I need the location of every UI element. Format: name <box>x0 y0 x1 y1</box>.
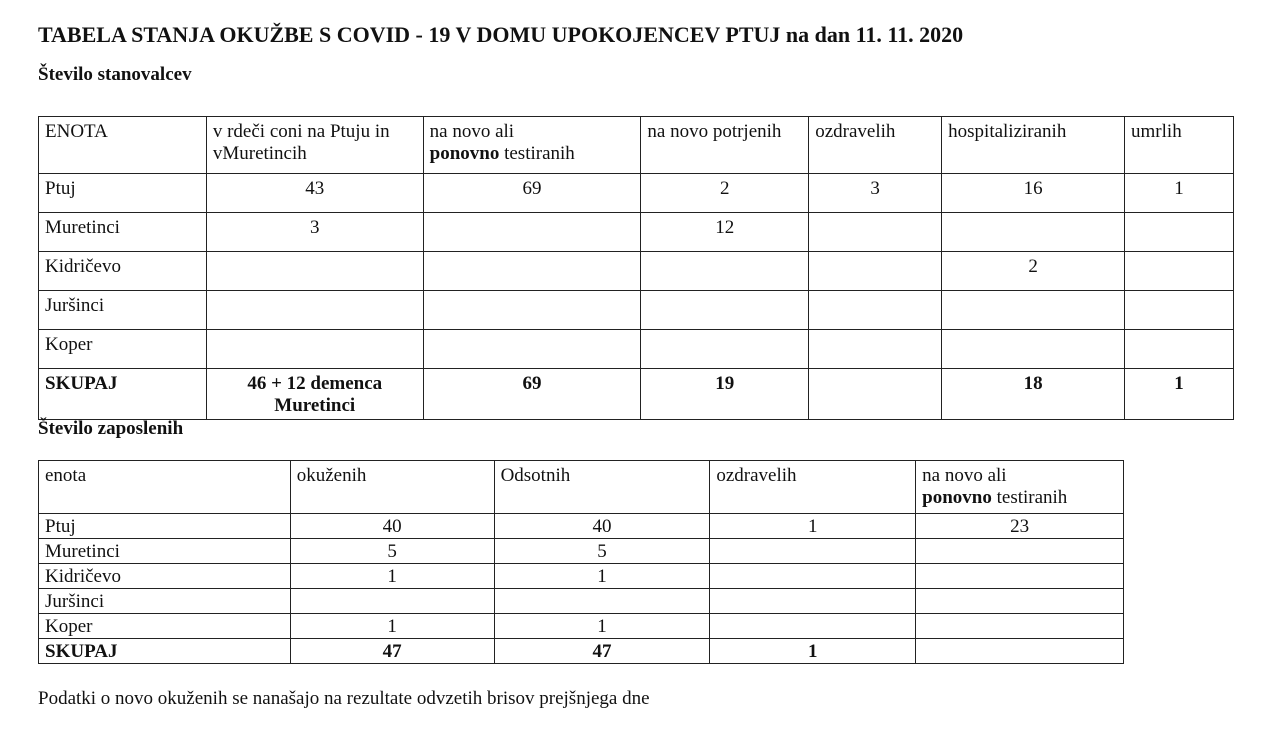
cell-unit: Juršinci <box>39 589 291 614</box>
cell-hospitalized <box>942 213 1125 252</box>
cell-absent: 40 <box>494 514 710 539</box>
cell-hospitalized: 2 <box>942 252 1125 291</box>
header-tested-line1: na novo ali <box>922 465 1007 486</box>
cell-red-zone: 3 <box>206 213 423 252</box>
cell-recovered <box>809 330 942 369</box>
table-row <box>39 330 1234 369</box>
total-red-zone-line1: 46 + 12 demenca <box>247 373 383 394</box>
header-tested-bold: ponovno <box>429 143 500 164</box>
cell-deceased <box>1125 291 1234 330</box>
cell-recovered <box>710 539 916 564</box>
table-header-row <box>39 461 1124 514</box>
residents-heading: Število stanovalcev <box>38 64 192 85</box>
table-row <box>39 213 1234 252</box>
header-hospitalized: hospitaliziranih <box>942 117 1125 174</box>
cell-deceased <box>1125 252 1234 291</box>
header-recovered: ozdravelih <box>710 461 916 514</box>
cell-tested: 23 <box>916 514 1124 539</box>
total-row <box>39 639 1124 664</box>
cell-confirmed <box>641 291 809 330</box>
cell-tested <box>916 564 1124 589</box>
total-tested <box>916 639 1124 664</box>
total-recovered <box>809 369 942 420</box>
header-confirmed: na novo potrjenih <box>641 117 809 174</box>
cell-confirmed: 12 <box>641 213 809 252</box>
table-row <box>39 252 1234 291</box>
cell-deceased <box>1125 213 1234 252</box>
cell-unit: Kidričevo <box>39 564 291 589</box>
table-row <box>39 174 1234 213</box>
cell-red-zone <box>206 291 423 330</box>
table-row <box>39 564 1124 589</box>
cell-red-zone <box>206 252 423 291</box>
cell-confirmed <box>641 252 809 291</box>
header-enota: enota <box>39 461 291 514</box>
cell-unit: Kidričevo <box>39 252 207 291</box>
header-recovered: ozdravelih <box>809 117 942 174</box>
table-row <box>39 514 1124 539</box>
employees-heading: Število zaposlenih <box>38 418 184 439</box>
cell-recovered <box>710 614 916 639</box>
cell-tested <box>916 614 1124 639</box>
cell-infected: 1 <box>290 614 494 639</box>
cell-tested <box>423 213 641 252</box>
header-enota: ENOTA <box>39 117 207 174</box>
total-recovered: 1 <box>710 639 916 664</box>
cell-unit: Koper <box>39 330 207 369</box>
table-row <box>39 539 1124 564</box>
cell-tested <box>423 252 641 291</box>
cell-absent: 5 <box>494 539 710 564</box>
total-label: SKUPAJ <box>39 369 207 420</box>
cell-absent: 1 <box>494 564 710 589</box>
cell-infected: 1 <box>290 564 494 589</box>
cell-absent <box>494 589 710 614</box>
total-red-zone-line2: Muretinci <box>274 395 356 416</box>
header-absent: Odsotnih <box>494 461 710 514</box>
cell-tested <box>423 291 641 330</box>
cell-tested <box>423 330 641 369</box>
footer-note: Podatki o novo okuženih se nanašajo na rezultate odvzetih brisov prejšnjega dne <box>38 688 650 709</box>
cell-unit: Koper <box>39 614 291 639</box>
cell-deceased: 1 <box>1125 174 1234 213</box>
header-infected: okuženih <box>290 461 494 514</box>
cell-deceased <box>1125 330 1234 369</box>
cell-tested <box>916 589 1124 614</box>
cell-recovered: 1 <box>710 514 916 539</box>
cell-unit: Juršinci <box>39 291 207 330</box>
cell-recovered <box>809 252 942 291</box>
cell-confirmed <box>641 330 809 369</box>
total-row <box>39 369 1234 420</box>
cell-red-zone: 43 <box>206 174 423 213</box>
header-tested-line1: na novo ali <box>429 121 515 142</box>
header-tested <box>916 461 1124 514</box>
cell-infected: 40 <box>290 514 494 539</box>
total-red-zone <box>206 369 423 420</box>
header-tested-rest: testiranih <box>991 487 1068 508</box>
cell-unit: Muretinci <box>39 213 207 252</box>
residents-table <box>38 116 1234 420</box>
header-tested <box>423 117 641 174</box>
cell-hospitalized <box>942 330 1125 369</box>
cell-hospitalized: 16 <box>942 174 1125 213</box>
cell-unit: Ptuj <box>39 174 207 213</box>
cell-infected <box>290 589 494 614</box>
header-tested-bold: ponovno <box>922 487 992 508</box>
table-row <box>39 589 1124 614</box>
total-confirmed: 19 <box>641 369 809 420</box>
cell-recovered: 3 <box>809 174 942 213</box>
cell-infected: 5 <box>290 539 494 564</box>
total-absent: 47 <box>494 639 710 664</box>
table-row <box>39 614 1124 639</box>
cell-red-zone <box>206 330 423 369</box>
header-deceased: umrlih <box>1125 117 1234 174</box>
cell-recovered <box>710 589 916 614</box>
employees-table <box>38 460 1124 664</box>
cell-tested: 69 <box>423 174 641 213</box>
document-title: TABELA STANJA OKUŽBE S COVID - 19 V DOMU UPOKOJENCEV PTUJ na dan 11. 11. 2020 <box>38 22 964 47</box>
cell-unit: Muretinci <box>39 539 291 564</box>
total-tested: 69 <box>423 369 641 420</box>
header-red-zone: v rdeči coni na Ptuju in vMuretincih <box>206 117 423 174</box>
total-hospitalized: 18 <box>942 369 1125 420</box>
cell-recovered <box>710 564 916 589</box>
cell-hospitalized <box>942 291 1125 330</box>
cell-recovered <box>809 213 942 252</box>
cell-tested <box>916 539 1124 564</box>
cell-unit: Ptuj <box>39 514 291 539</box>
header-tested-rest: testiranih <box>499 143 575 164</box>
cell-confirmed: 2 <box>641 174 809 213</box>
total-infected: 47 <box>290 639 494 664</box>
cell-absent: 1 <box>494 614 710 639</box>
total-deceased: 1 <box>1125 369 1234 420</box>
cell-recovered <box>809 291 942 330</box>
table-row <box>39 291 1234 330</box>
table-header-row <box>39 117 1234 174</box>
total-label: SKUPAJ <box>39 639 291 664</box>
